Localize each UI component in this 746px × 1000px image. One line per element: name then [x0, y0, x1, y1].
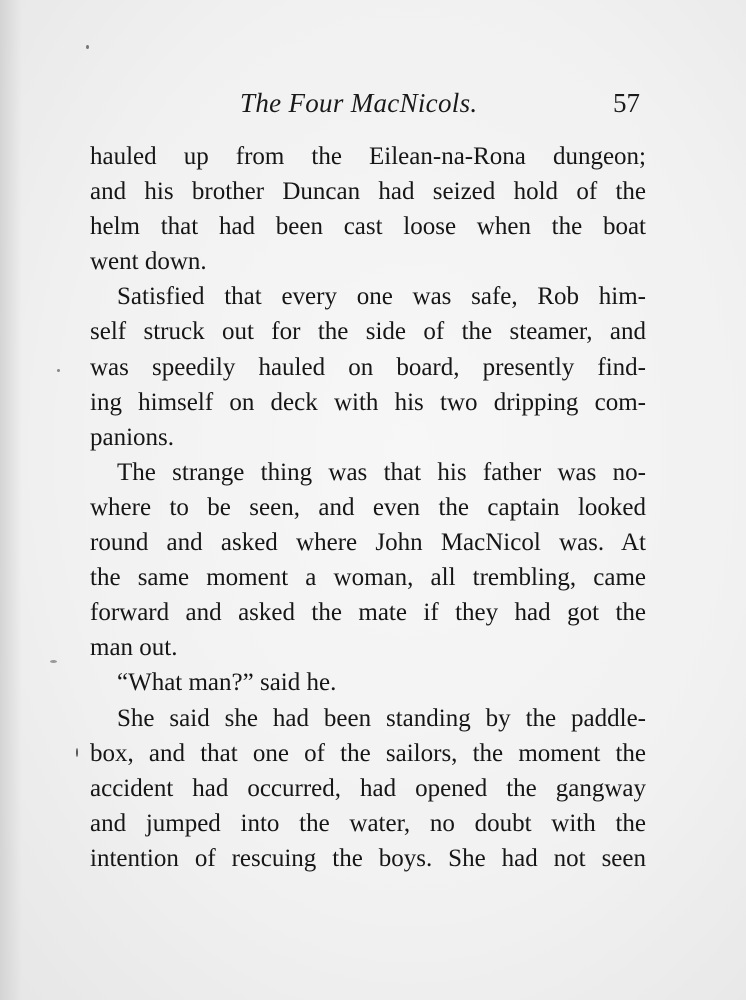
page-edge-shadow	[0, 0, 22, 1000]
text-line: She said she had been standing by the paddle-	[117, 704, 646, 732]
text-line: accident had occurred, had opened the gangway	[90, 774, 646, 802]
text-line: man out.	[90, 634, 178, 662]
text-line: box, and that one of the sailors, the moment the	[90, 739, 646, 767]
text-line: panions.	[90, 423, 175, 451]
scan-speck	[50, 660, 57, 663]
text-line: Satisfied that every one was safe, Rob him-	[117, 283, 646, 311]
text-line: The strange thing was that his father was no-	[117, 458, 646, 486]
scan-speck	[86, 45, 89, 49]
text-line: intention of rescuing the boys. She had not seen	[90, 844, 646, 872]
text-line: “What man?” said he.	[117, 669, 337, 697]
page-header	[90, 88, 646, 122]
text-line: forward and asked the mate if they had got the	[90, 599, 646, 627]
text-line: went down.	[90, 248, 207, 276]
page-number: 57	[613, 88, 640, 118]
text-line: and his brother Duncan had seized hold of the	[90, 178, 646, 206]
text-line: helm that had been cast loose when the boat	[90, 213, 646, 241]
text-line: and jumped into the water, no doubt with the	[90, 809, 646, 837]
text-line: self struck out for the side of the steamer, and	[90, 318, 646, 346]
text-line: hauled up from the Eilean-na-Rona dungeon;	[90, 143, 646, 170]
scan-speck	[57, 369, 60, 372]
body-text	[90, 139, 646, 876]
running-title: The Four MacNicols.	[240, 88, 478, 118]
text-line: where to be seen, and even the captain looked	[90, 493, 646, 521]
text-line: was speedily hauled on board, presently find-	[90, 353, 646, 381]
scan-speck	[76, 748, 78, 757]
text-line: ing himself on deck with his two dripping com-	[90, 388, 646, 416]
text-line: the same moment a woman, all trembling, came	[90, 564, 646, 592]
text-line: round and asked where John MacNicol was. At	[90, 529, 646, 557]
